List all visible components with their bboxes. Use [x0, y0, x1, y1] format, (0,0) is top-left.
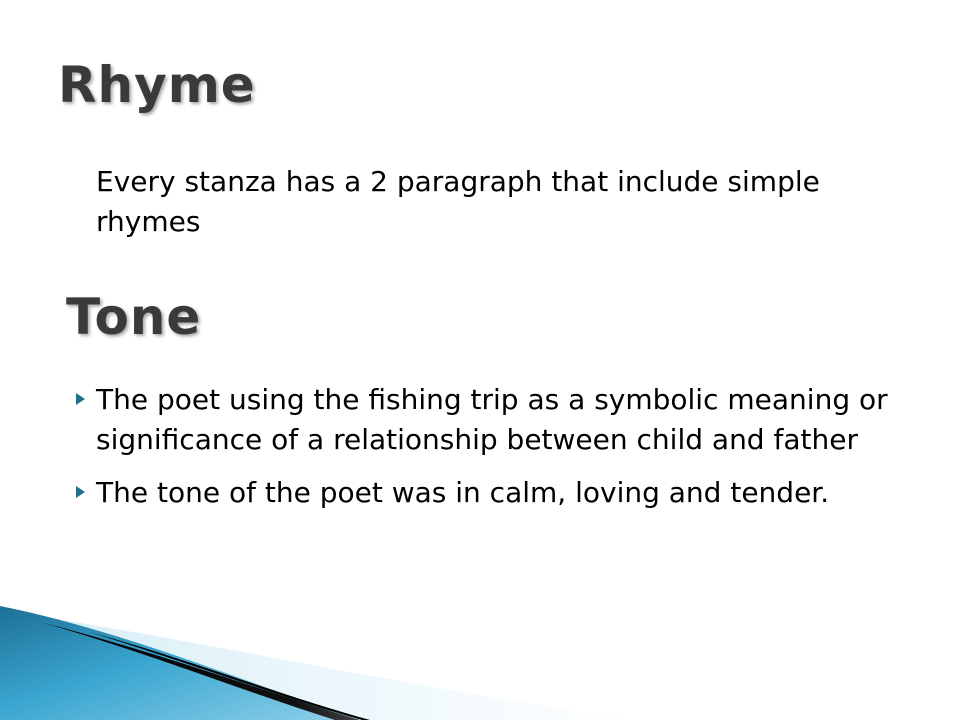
heading-rhyme: Rhyme: [58, 56, 256, 114]
wave-black-band-thin: [90, 632, 370, 720]
tone-bullet-1: [66, 380, 906, 460]
tone-bullet-2: [66, 473, 906, 513]
tone-bullet-text: The poet using the fishing trip as a symbolic meaning or significance of a relationship between child and father: [96, 383, 888, 456]
heading-tone: Tone: [66, 288, 202, 346]
triangle-bullet-icon: [76, 486, 85, 498]
wave-black-band: [40, 622, 360, 720]
wave-blue-band: [0, 606, 360, 720]
tone-bullet-text: The tone of the poet was in calm, loving and tender.: [96, 476, 830, 509]
wave-light-band: [0, 610, 640, 720]
tone-bullet-list: [66, 380, 906, 526]
triangle-bullet-icon: [76, 393, 85, 405]
rhyme-paragraph: Every stanza has a 2 paragraph that include simple rhymes: [96, 165, 820, 238]
